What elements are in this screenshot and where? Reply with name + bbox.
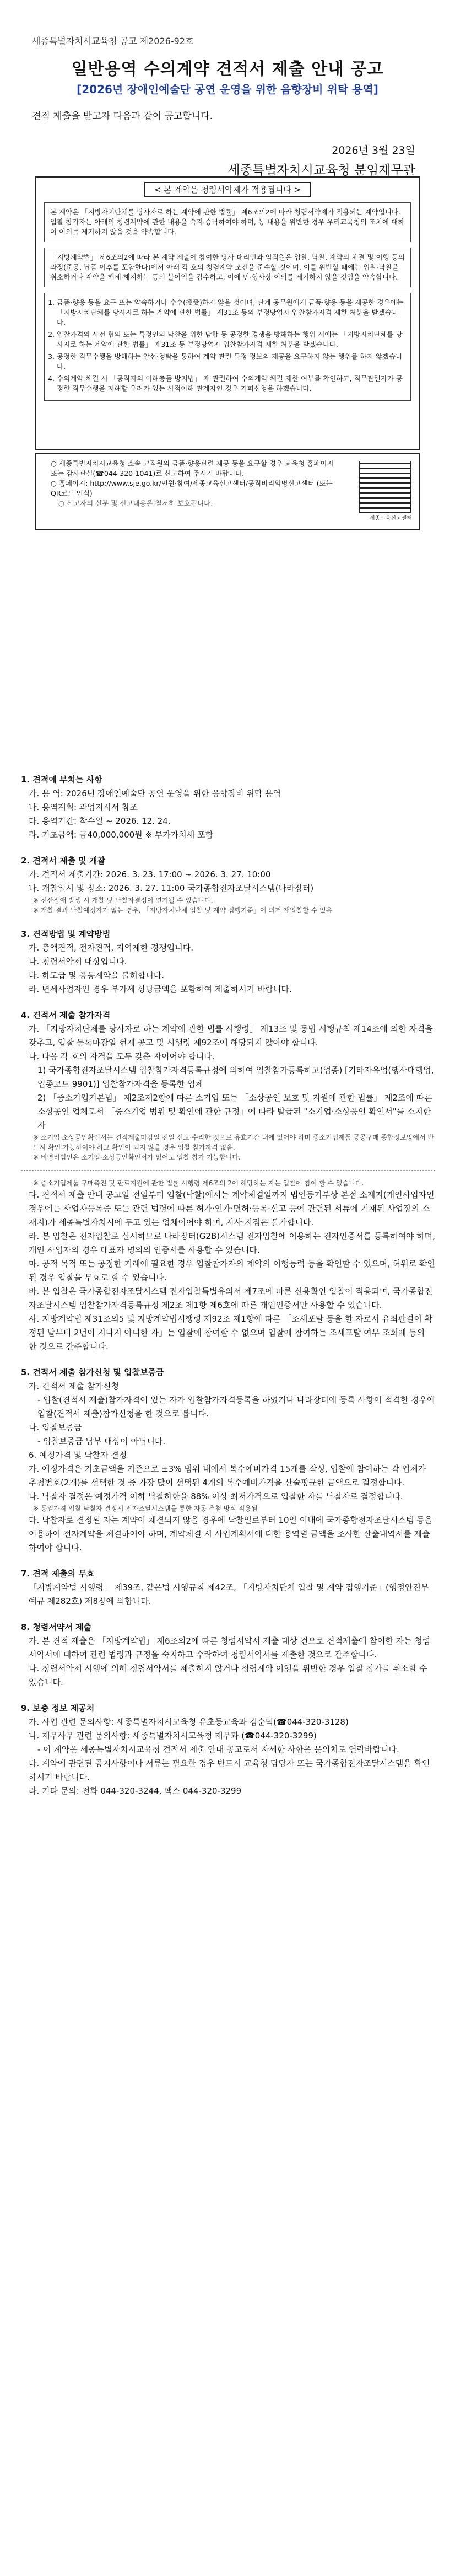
section-line: 라. 면세사업자인 경우 부가세 상당금액을 포함하여 제출하시기 바랍니다.	[29, 984, 292, 994]
report-line: ○ 신고자의 신분 및 신고내용은 철저히 보호됩니다.	[51, 498, 337, 508]
section-line: 가. 본 견적 제출은 「지방계약법」 제6조의2에 따른 청렴서약서 제출 대상 건으로 견적제출에 참여한 자는 청렴서약서에 대하여 관련 법령과 규정을 숙지하고 수락하여 청렴서약서를 제출한 것으로 간주합니다.	[29, 1636, 431, 1660]
section-line: 2) 「중소기업기본법」 제2조제2항에 따른 소기업 또는 「소상공인 보호 및 지원에 관한 법률」 제2조에 따른 소상공인 업체로서 「중소기업 범위 및 확인에 관한 규정」에 따라 발급된 "소기업·소상공인 확인서"를 소지한 자	[37, 1093, 432, 1130]
section-line: ※ 개찰 결과 낙찰예정자가 없는 경우, 「지방자치단체 입찰 및 계약 집행기준」에 의거 재입찰할 수 있음	[33, 906, 333, 914]
section-line: 가. 총액견적, 전자견적, 지역제한 경쟁입니다.	[29, 943, 193, 953]
section-heading: 8. 청렴서약서 제출	[21, 1622, 92, 1632]
ethics-paragraph: 본 계약은 「지방자치단체를 당사자로 하는 계약에 관한 법률」 제6조의2에 따라 청렴서약제가 적용되는 계약입니다. 입찰 참가자는 아래의 청렴계약에 관한 내용을 숙지·승낙하여야 하며, 동 내용을 위반한 경우 우리교육청의 조치에 대하여 이의를 제기하지 않을 것을 약속합니다.	[44, 202, 411, 242]
report-line[interactable]: ○ 홈페이지: http://www.sje.go.kr/민원·참여/세종교육신고센터/공직비리익명신고센터 (또는 QR코드 인식)	[51, 479, 337, 498]
report-line: ○ 세종특별자치시교육청 소속 교직원의 금품·향응관련 제공 등을 요구할 경우 교육청 홈페이지 또는 감사관실(☎044-320-1041)로 신고하여 주시기 바랍니다.	[51, 459, 337, 479]
section-line: - 이 계약은 세종특별자치시교육청 견적서 제출 안내 공고로서 자세한 사항은 문의처로 연락바랍니다.	[37, 1745, 399, 1754]
report-box	[35, 453, 420, 530]
notice-date: 2026년 3월 23일	[332, 144, 415, 157]
section-heading: 2. 견적서 제출 및 개찰	[21, 856, 105, 866]
section-heading: 3. 견적방법 및 계약방법	[21, 929, 111, 939]
section-line: 나. 다음 각 호의 자격을 모두 갖춘 자이어야 합니다.	[29, 1051, 215, 1061]
section-line: 바. 본 입찰은 국가종합전자조달시스템 전자입찰특별유의서 제7조에 따른 신용확인 입찰이 적용되며, 국가종합전자조달시스템 입찰참가자격등록규정 제2조 제1항 제6호에 따른 개인인증서만 사용할 수 있습니다.	[29, 1286, 433, 1310]
section-line: 라. 기초금액: 금40,000,000원 ※ 부가가치세 포함	[29, 830, 213, 840]
section-line: 가. 예정가격은 기초금액을 기준으로 ±3% 범위 내에서 복수예비가격 15개를 작성, 입찰에 참여하는 각 업체가 추첨번호(2개)를 선택한 것 중 가장 많이 선택된 4개의 복수예비가격을 산술평균한 금액으로 결정합니다.	[29, 1464, 426, 1488]
intro-text: 견적 제출을 받고자 다음과 같이 공고합니다.	[32, 111, 213, 122]
report-list	[43, 459, 337, 508]
section-line: 사. 지방계약법 제31조의5 및 지방계약법시행령 제92조 제1항에 따른 「조세포탈 등을 한 자로서 유죄판결이 확정된 날부터 2년이 지나지 아니한 자」는 입찰에 참여할 수 없으며 입찰에 참여하는 조세포탈 여부 조회에 동의 한 것으로 간주합니다.	[29, 1314, 433, 1351]
ethics-title: < 본 계약은 청렴서약제가 적용됩니다 >	[144, 182, 311, 197]
section-line: 라. 기타 문의: 전화 044-320-3244, 팩스 044-320-3299	[29, 1786, 242, 1796]
section-line: ※ 중소기업제품 구매촉진 및 판로지원에 관한 법률 시행령 제6조의 2에 해당하는 자는 입찰에 참여 할 수 없습니다.	[33, 1179, 364, 1187]
section-line: 가. 견적서 제출 참가신청	[29, 1381, 119, 1391]
notice-number: 세종특별자치시교육청 공고 제2026-92호	[32, 36, 194, 46]
ethics-item: 3. 공정한 직무수행을 방해하는 알선·청탁을 통하여 계약 관련 특정 정보의 제공을 요구하지 않는 행위를 하지 않겠습니다.	[57, 352, 405, 372]
section-heading: 1. 견적에 부치는 사항	[21, 775, 102, 785]
section-line: - 입찰보증금 납부 대상이 아닙니다.	[37, 1436, 166, 1446]
section-line: 다. 하도급 및 공동계약을 불허합니다.	[29, 970, 164, 980]
section-heading: 9. 보충 정보 제공처	[21, 1703, 95, 1713]
issuing-org: 세종특별자치시교육청 분임재무관	[228, 163, 415, 178]
ethics-paragraph-2: 「지방계약법」 제6조의2에 따라 본 계약 제출에 참여한 당사 대리인과 임직원은 입찰, 낙찰, 계약의 체결 및 이행 등의 과정(준공, 납품 이후를 포함한다)에서 아래 각 호의 청렴계약 조건을 준수할 것이며, 이를 위반할 때에는 입찰·낙찰을 취소하거나 계약을 해제·해지하는 등의 불이익을 감수하고, 이에 민·형사상 이의를 제기하지 않을 것임을 약속합니다.	[44, 248, 411, 287]
section-heading: 4. 견적서 제출 참가자격	[21, 1010, 111, 1020]
ethics-item: 4. 수의계약 체결 시 「공직자의 이해충돌 방지법」 제 관련하여 수의계약 체결 제한 여부를 확인하고, 직무관련자가 공정한 직무수행을 저해할 우려가 있는 사적이해 관계자인 경우 기피신청을 하겠습니다.	[57, 374, 405, 394]
section-line: 다. 견적서 제출 안내 공고일 전일부터 입찰(낙찰)에서는 계약체결일까지 법인등기부상 본점 소재지(개인사업자인 경우에는 사업자등록증 또는 관련 법령에 따른 허가·인가·면허·등록·신고 등에 관련된 서류에 기재된 사업장의 소재지)가 세종특별자치시에 두고 있는 업체이어야 하며, 지사·지점은 불가합니다.	[29, 1190, 435, 1227]
notice-body	[21, 761, 435, 1798]
section-line: 나. 개찰일시 및 장소: 2026. 3. 27. 11:00 국가종합전자조달시스템(나라장터)	[29, 883, 314, 893]
section-line: 「지방계약법 시행령」 제39조, 같은법 시행규칙 제42조, 「지방자치단체 입찰 및 계약 집행기준」(행정안전부 예규 제282호) 제8장에 의합니다.	[29, 1582, 429, 1606]
section-heading: 5. 견적서 제출 참가신청 및 입찰보증금	[21, 1367, 164, 1377]
section-line: 나. 낙찰자 결정은 예정가격 이하 낙찰하한율 88% 이상 최저가격으로 입찰한 자를 낙찰자로 결정합니다.	[29, 1491, 403, 1501]
section-line: ※ 소기업·소상공인확인서는 견적제출마감일 전일 신고·수리한 것으로 유효기간 내에 있어야 하며 중소기업제품 공공구매 종합정보망에서 반드시 확인 가능하여야 하고 확인이 되지 않을 경우 입찰 참가자격 없음.	[33, 1134, 435, 1151]
section-line: 나. 청렴서약제 시행에 의해 청렴서약서를 제출하지 않거나 청렴계약 이행을 위반한 경우 입찰 참가를 취소할 수 있습니다.	[29, 1663, 427, 1687]
section-line: 마. 공적 목적 또는 공정한 거래에 필요한 경우 입찰참가자의 계약의 이행능력 등을 확인할 수 있으며, 허위로 확인된 경우 입찰을 무효로 할 수 있습니다.	[29, 1259, 435, 1282]
ethics-list	[44, 293, 411, 401]
section-line: 다. 낙찰자로 결정된 자는 계약이 체결되지 않을 경우에 낙찰일로부터 10일 이내에 국가종합전자조달시스템 등을 이용하여 전자계약을 체결하여야 하며, 계약체결 시 사업계획서에 대한 용역별 금액을 조사한 산출내역서를 제출하여야 합니다.	[29, 1515, 433, 1553]
ethics-item: 2. 입찰가격의 사전 협의 또는 특정인의 낙찰을 위한 담합 등 공정한 경쟁을 방해하는 행위 시에는 「지방자치단체를 당사자로 하는 계약에 관한 법률」 제31조 등 부정당업자 입찰참가자격 제한 처분을 받겠습니다.	[57, 330, 405, 350]
section-line: 라. 본 입찰은 전자입찰로 실시하므로 나라장터(G2B)시스템 전자입찰에 이용하는 전자인증서를 등록하여야 하며, 개인 사업자의 경우 대표자 명의의 인증서를 사용할 수 있습니다.	[29, 1231, 435, 1255]
qr-code-icon[interactable]	[359, 461, 411, 513]
section-line: 나. 용역계획: 과업지시서 참조	[29, 802, 138, 812]
section-line: 다. 용역기간: 착수일 ~ 2026. 12. 24.	[29, 816, 171, 826]
section-line: 가. 「지방자치단체를 당사자로 하는 계약에 관한 법률 시행령」 제13조 및 동법 시행규칙 제14조에 의한 자격을 갖추고, 입찰 등록마감일 현재 공고 및 시행령 제92조에 해당되지 않아야 합니다.	[29, 1024, 433, 1048]
section-line: - 입찰(견적서 제출)참가자격이 있는 자가 입찰참가자격등록을 하였거나 나라장터에 등록 사항이 적격한 경우에 입찰(견적서 제출)참가신청을 한 것으로 봅니다.	[37, 1395, 435, 1419]
section-line: 1) 국가종합전자조달시스템 입찰참가자격등록규정에 의하여 입찰참가등록하고(업종) [기타자유업(행사대행업, 업종코드 9901)] 입찰참가자격을 등록한 업체	[37, 1065, 434, 1089]
ethics-box	[35, 176, 420, 450]
section-line: 가. 용 역: 2026년 장애인예술단 공연 운영을 위한 음향장비 위탁 용역	[29, 788, 281, 798]
section-line: ※ 전산장애 발생 시 개찰 및 낙찰자결정이 연기될 수 있습니다.	[33, 897, 213, 904]
section-heading: 7. 견적 제출의 무효	[21, 1569, 95, 1579]
section-line: 가. 사업 관련 문의사항: 세종특별자치시교육청 유초등교육과 김순덕(☎044-320-3128)	[29, 1717, 349, 1727]
section-line: 나. 입찰보증금	[29, 1423, 82, 1432]
qr-label: 세종교육신고센터	[369, 516, 412, 522]
section-line: 나. 재무사무 관련 문의사항: 세종특별자치시교육청 재무과 (☎044-320-3299)	[29, 1731, 317, 1741]
section-line: 가. 견적서 제출기간: 2026. 3. 23. 17:00 ~ 2026. 3. 27. 10:00	[29, 870, 271, 879]
page-title: 일반용역 수의계약 견적서 제출 안내 공고	[71, 60, 384, 79]
page-subtitle: [2026년 장애인예술단 공연 운영을 위한 음향장비 위탁 용역]	[77, 83, 378, 96]
section-line: ※ 동일가격 입찰 낙찰자 결정시 전자조달시스템을 통한 자동 추첨 방식 적용됨	[33, 1505, 258, 1512]
ethics-item: 1. 금품·향응 등을 요구 또는 약속하거나 수수(授受)하지 않을 것이며, 관계 공무원에게 금품·향응 등을 제공한 경우에는 「지방자치단체를 당사자로 하는 계약에 관한 법률」 제31조 등의 부정당업자 입찰참가자격 제한 처분을 받겠습니다.	[57, 298, 405, 328]
section-line: ※ 비영리법인은 소기업·소상공인확인서가 없어도 입찰 참가 가능합니다.	[33, 1153, 241, 1161]
page-divider	[21, 1170, 435, 1171]
section-line: 나. 청렴서약제 대상입니다.	[29, 957, 127, 967]
section-line: 6. 예정가격 및 낙찰자 결정	[29, 1450, 127, 1460]
section-line: 다. 계약에 관련된 공지사항이나 서류는 필요한 경우 반드시 교육청 담당자 또는 국가종합전자조달시스템을 확인하시기 바랍니다.	[29, 1758, 430, 1782]
